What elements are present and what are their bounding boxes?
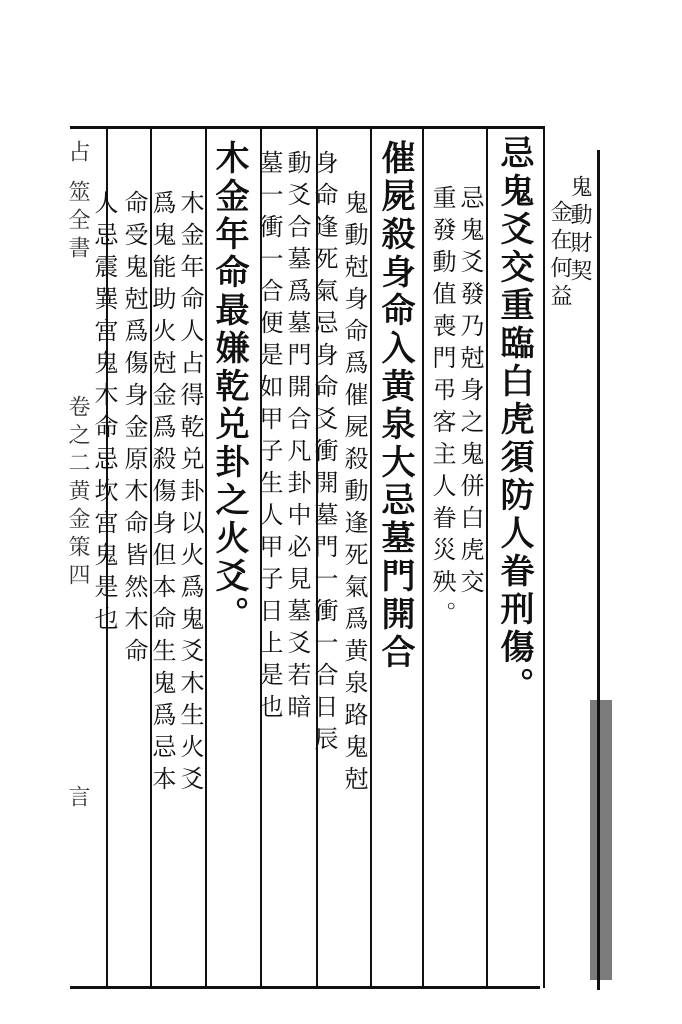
commentary-3-line-3: 命受鬼尅爲傷身金原木命皆然木命 — [120, 190, 148, 670]
commentary-1-line-1: 忌鬼爻發乃尅身之鬼併白虎交 — [456, 185, 484, 601]
chapter-title: 卷之二黄金策四 — [65, 395, 90, 591]
heading-2: 催屍殺身命入黄泉大忌墓門開合 — [375, 140, 415, 672]
margin-divider — [543, 128, 545, 988]
margin-text-1: 鬼動財契 — [567, 175, 592, 287]
commentary-3-line-2: 爲鬼能助火尅金爲殺傷身但本命生鬼爲忌本 — [148, 190, 176, 798]
bottom-border — [70, 986, 540, 989]
commentary-2-line-1: 鬼動尅身命爲催屍殺動逢死氣爲黄泉路鬼尅 — [340, 190, 368, 798]
book-title: 筮全書 — [65, 180, 90, 264]
commentary-2-line-2: 身命逢死氣忌身命爻衝開墓門一衝一合日辰 — [310, 150, 338, 758]
line-rule-1 — [486, 128, 488, 988]
margin-text-2: 金在何益 — [547, 200, 572, 312]
commentary-2-line-4: 墓一衝一合便是如甲子生人甲子日上是也 — [255, 150, 283, 726]
commentary-3-line-1: 木金年命人占得乾兑卦以火爲鬼爻木生火爻 — [176, 190, 204, 798]
binding-edge-mark — [590, 700, 612, 980]
book-title-top: 占 — [65, 140, 90, 168]
commentary-3-line-4: 人忌震巽宫鬼木命忌坎宫鬼是也 — [90, 190, 118, 638]
line-rule-3 — [370, 128, 372, 988]
line-rule-6 — [205, 128, 207, 988]
heading-1: 忌鬼爻交重臨白虎須防人眷刑傷。 — [494, 135, 534, 705]
commentary-1-line-2: 重發動值喪門弔客主人眷災殃。 — [428, 185, 456, 633]
top-border — [70, 126, 545, 129]
line-rule-2 — [422, 128, 424, 988]
heading-3: 木金年命最嫌乾兑卦之火爻。 — [209, 140, 249, 634]
commentary-2-line-3: 動爻合墓爲墓門開合凡卦中必見墓爻若暗 — [283, 150, 311, 726]
leaf-marker: 言 — [65, 785, 90, 813]
